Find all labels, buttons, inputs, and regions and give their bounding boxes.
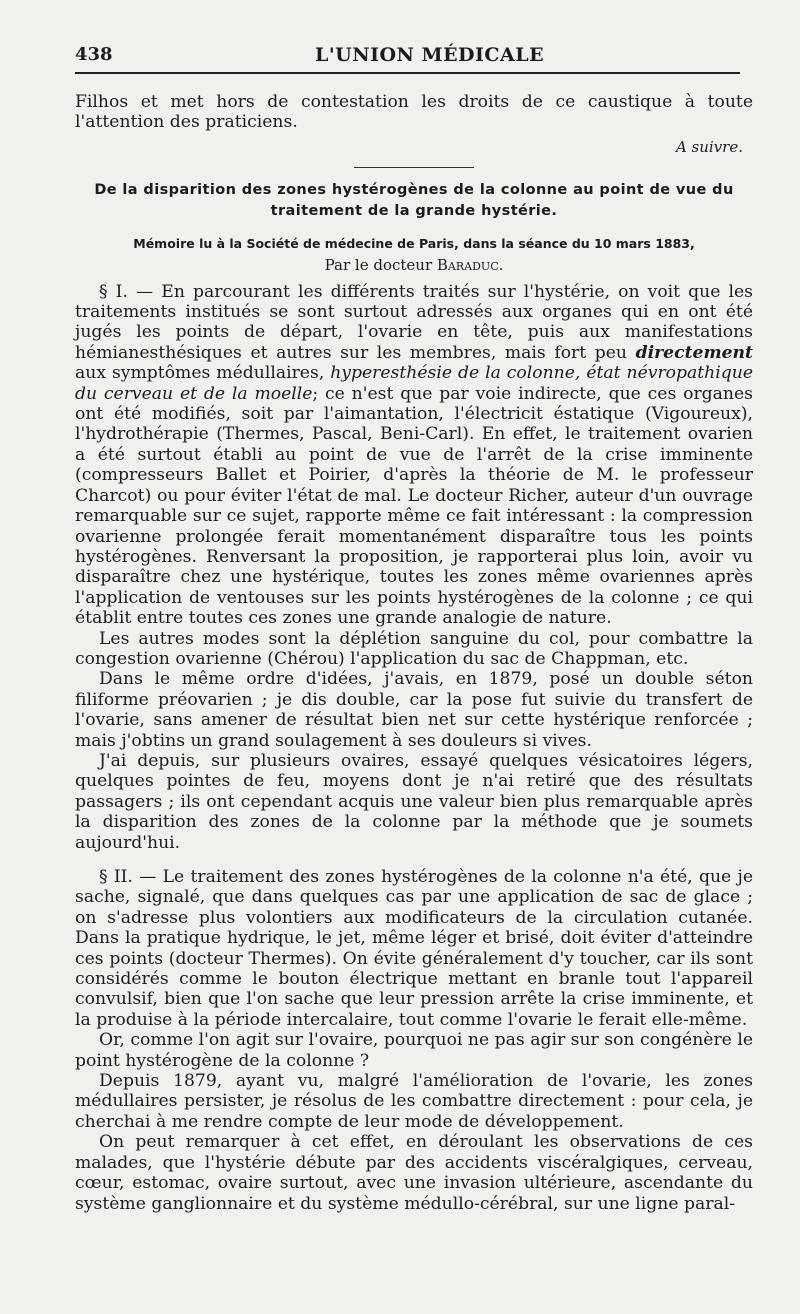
section-divider [354,167,474,168]
article-memoire-note: Mémoire lu à la Société de médecine de Paris, dans la séance du 10 mars 1883, [133,236,695,252]
paragraph-5: § II. — Le traitement des zones hystérogènes de la colonne n'a été, que je sache, signalé, que dans quelques cas par une application de sac de glace ; on s'adresse plus volontiers aux modificateurs de la circulation cutanée. Dans la pratique hydrique, le jet, même léger et brisé, doit éviter d'atteindre ces points (docteur Thermes). On évite généralement d'y toucher, car ils sont considérés comme le bouton électrique mettant en branle tout l'appareil convulsif, bien que l'on sache que leur pression arrête la crise imminente, et la produise à la période intercalaire, tout comme l'ovarie le ferait elle-même. [75,867,753,1030]
paragraph-3: Dans le même ordre d'idées, j'avais, en 1879, posé un double séton filiforme préovarien ; je dis double, car la pose fut suivie du transfert de l'ovarie, sans amener de résultat bien net sur cette hystérique renforcée ; mais j'obtins un grand soulagement à ses douleurs si vives. [75,669,753,751]
p1-text-c: ; ce n'est que par voie indirecte, que ces organes ont été modifiés, soit par l'aimantation, l'électricit éstatique (Vigoureux), l'hydrothérapie (Thermes, Pascal, Beni-Carl). En effet, le traitement ovarien a été surtout établi au point de vue de l'arrêt de la crise imminente (compresseurs Ballet et Poirier, d'après la théorie de M. le professeur Charcot) ou pour éviter l'état de mal. Le docteur Richer, auteur d'un ouvrage remarquable sur ce sujet, rapporte même ce fait intéressant : la compression ovarienne prolongée ferait momentanément disparaître tous les points hystérogènes. Renversant la proposition, je rapporterai plus loin, avoir vu disparaître chez une hystérique, toutes les zones même ovariennes après l'application de ventouses sur les points hystérogènes de la colonne ; ce qui établit entre toutes ces zones une grande analogie de nature. [75,383,753,629]
continuation-text: Filhos et met hors de contestation les droits de ce caustique à toute l'attention des praticiens. [75,92,753,133]
page-body [75,92,753,1214]
article-author [75,255,753,275]
p1-emphasis-directement: directement [635,342,753,363]
paragraph-8: On peut remarquer à cet effet, en déroulant les observations de ces malades, que l'hystérie débute par des accidents viscéralgiques, cerveau, cœur, estomac, ovaire surtout, avec une invasion ultérieure, ascendante du système ganglionnaire et du système médullo-cérébral, sur une ligne paral- [75,1132,753,1214]
paragraph-7: Depuis 1879, ayant vu, malgré l'amélioration de l'ovarie, les zones médullaires persister, je résolus de les combattre directement : pour cela, je cherchai à me rendre compte de leur mode de développement. [75,1071,753,1132]
section-gap [75,853,753,867]
article-title: De la disparition des zones hystérogènes de la colonne au point de vue du traitement de la grande hystérie. [94,182,734,220]
paragraph-6: Or, comme l'on agit sur l'ovaire, pourquoi ne pas agir sur son congénère le point hystérogène de la colonne ? [75,1030,753,1071]
running-header [75,42,740,74]
page-number: 438 [75,44,113,65]
author-name: Baraduc. [436,256,504,275]
a-suivre-note: A suivre. [675,137,743,156]
p1-emphasis-symptoms: hyperesthésie de la colonne, état névropathique du cerveau et de la moelle [75,363,753,404]
paragraph-2: Les autres modes sont la déplétion sanguine du col, pour combattre la congestion ovarienne (Chérou) l'application du sac de Chappman, etc. [75,628,753,669]
running-title: L'UNION MÉDICALE [315,44,545,66]
p1-text-a: § I. — En parcourant les différents traités sur l'hystérie, on voit que les traitements institués se sont surtout adressés aux organes qui en ont été jugés les points de départ, l'ovarie en tête, puis aux manifestations hémianesthésiques et autres sur les membres, mais fort peu [75,281,753,363]
p1-text-b: aux symptômes médullaires, [75,363,331,384]
author-prefix: Par le docteur [324,256,433,275]
paragraph-1 [75,282,753,629]
paragraph-4: J'ai depuis, sur plusieurs ovaires, essayé quelques vésicatoires légers, quelques pointes de feu, moyens dont je n'ai retiré que des résultats passagers ; ils ont cependant acquis une valeur bien plus remarquable après la disparition des zones de la colonne par la méthode que je soumets aujourd'hui. [75,750,753,853]
